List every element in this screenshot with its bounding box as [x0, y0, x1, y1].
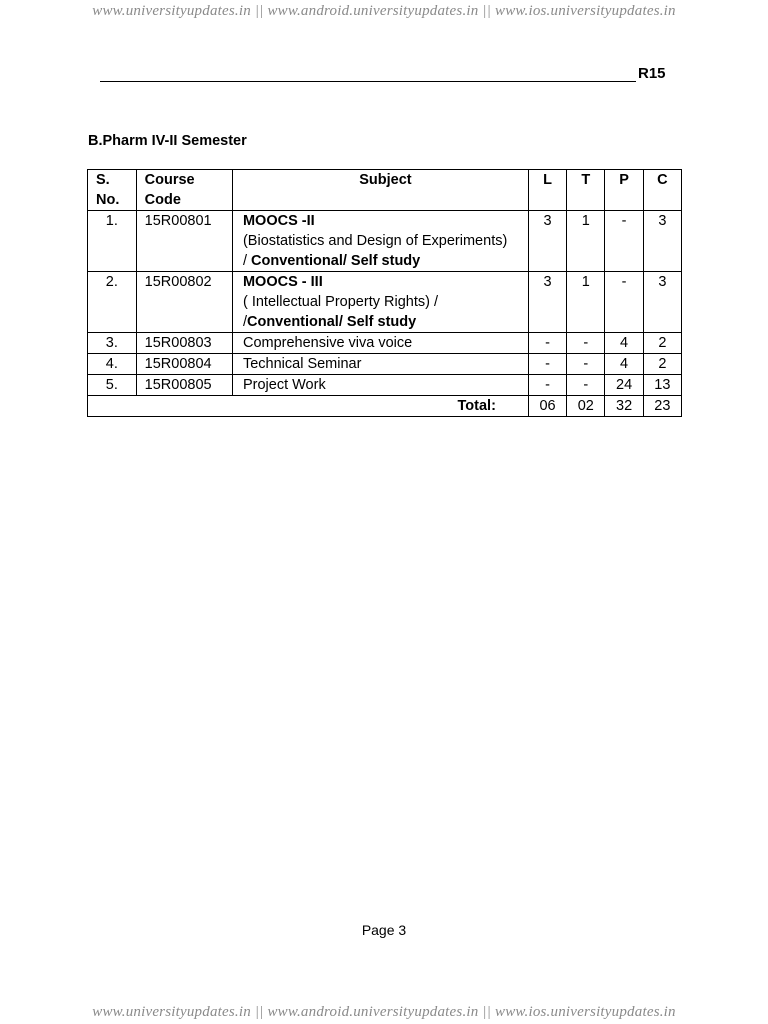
row-t: - [567, 375, 605, 396]
watermark-top: www.universityupdates.in || www.android.universityupdates.in || www.ios.universityupdates.in [92, 3, 676, 19]
semester-title: B.Pharm IV-II Semester [88, 133, 247, 149]
row-l: - [528, 333, 566, 354]
row-t: - [567, 333, 605, 354]
row-c: 3 [643, 272, 681, 333]
row-subject: Project Work [232, 375, 528, 396]
row-c: 3 [643, 211, 681, 272]
table-row [88, 375, 682, 396]
row-t: - [567, 354, 605, 375]
row-l: 3 [528, 211, 566, 272]
row-course-code: 15R00801 [136, 211, 232, 272]
row-p: 4 [605, 354, 643, 375]
regulation-code: R15 [638, 65, 666, 82]
total-p: 32 [605, 396, 643, 417]
header-rule [100, 81, 636, 82]
subject-title: MOOCS -II [242, 213, 315, 229]
total-label: Total: [88, 396, 529, 417]
row-l: 3 [528, 272, 566, 333]
total-c: 23 [643, 396, 681, 417]
row-course-code: 15R00805 [136, 375, 232, 396]
table-header-row [88, 170, 682, 211]
table-row [88, 333, 682, 354]
row-c: 2 [643, 333, 681, 354]
row-sno: 2. [88, 272, 137, 333]
row-course-code: 15R00802 [136, 272, 232, 333]
row-subject: Technical Seminar [232, 354, 528, 375]
row-subject [232, 272, 528, 333]
row-c: 2 [643, 354, 681, 375]
subject-title: MOOCS - III [242, 274, 323, 290]
table-row [88, 354, 682, 375]
header-sno: S. No. [88, 170, 137, 211]
header-c: C [643, 170, 681, 211]
subject-alt-prefix: / [242, 253, 252, 269]
table-row [88, 211, 682, 272]
row-sno: 1. [88, 211, 137, 272]
watermark-bottom: www.universityupdates.in || www.android.universityupdates.in || www.ios.universityupdates.in [92, 1004, 676, 1020]
row-course-code: 15R00804 [136, 354, 232, 375]
row-t: 1 [567, 272, 605, 333]
subject-alt-prefix: / [242, 314, 247, 330]
row-l: - [528, 375, 566, 396]
subject-detail: (Biostatistics and Design of Experiments) [242, 233, 508, 249]
header-t: T [567, 170, 605, 211]
row-sno: 3. [88, 333, 137, 354]
subject-alt: Conventional/ Self study [247, 314, 417, 330]
row-p: 24 [605, 375, 643, 396]
subject-alt: Conventional/ Self study [251, 253, 421, 269]
page-number: Page 3 [361, 922, 407, 938]
total-row [88, 396, 682, 417]
row-p: - [605, 211, 643, 272]
header-subject: Subject [232, 170, 528, 211]
row-course-code: 15R00803 [136, 333, 232, 354]
row-sno: 5. [88, 375, 137, 396]
course-table [87, 169, 682, 417]
row-subject: Comprehensive viva voice [232, 333, 528, 354]
total-t: 02 [567, 396, 605, 417]
header-l: L [528, 170, 566, 211]
table-row [88, 272, 682, 333]
row-c: 13 [643, 375, 681, 396]
row-subject [232, 211, 528, 272]
row-t: 1 [567, 211, 605, 272]
row-p: - [605, 272, 643, 333]
header-p: P [605, 170, 643, 211]
row-l: - [528, 354, 566, 375]
total-l: 06 [528, 396, 566, 417]
row-p: 4 [605, 333, 643, 354]
header-course-code: Course Code [136, 170, 232, 211]
subject-detail: ( Intellectual Property Rights) / [242, 294, 438, 310]
row-sno: 4. [88, 354, 137, 375]
